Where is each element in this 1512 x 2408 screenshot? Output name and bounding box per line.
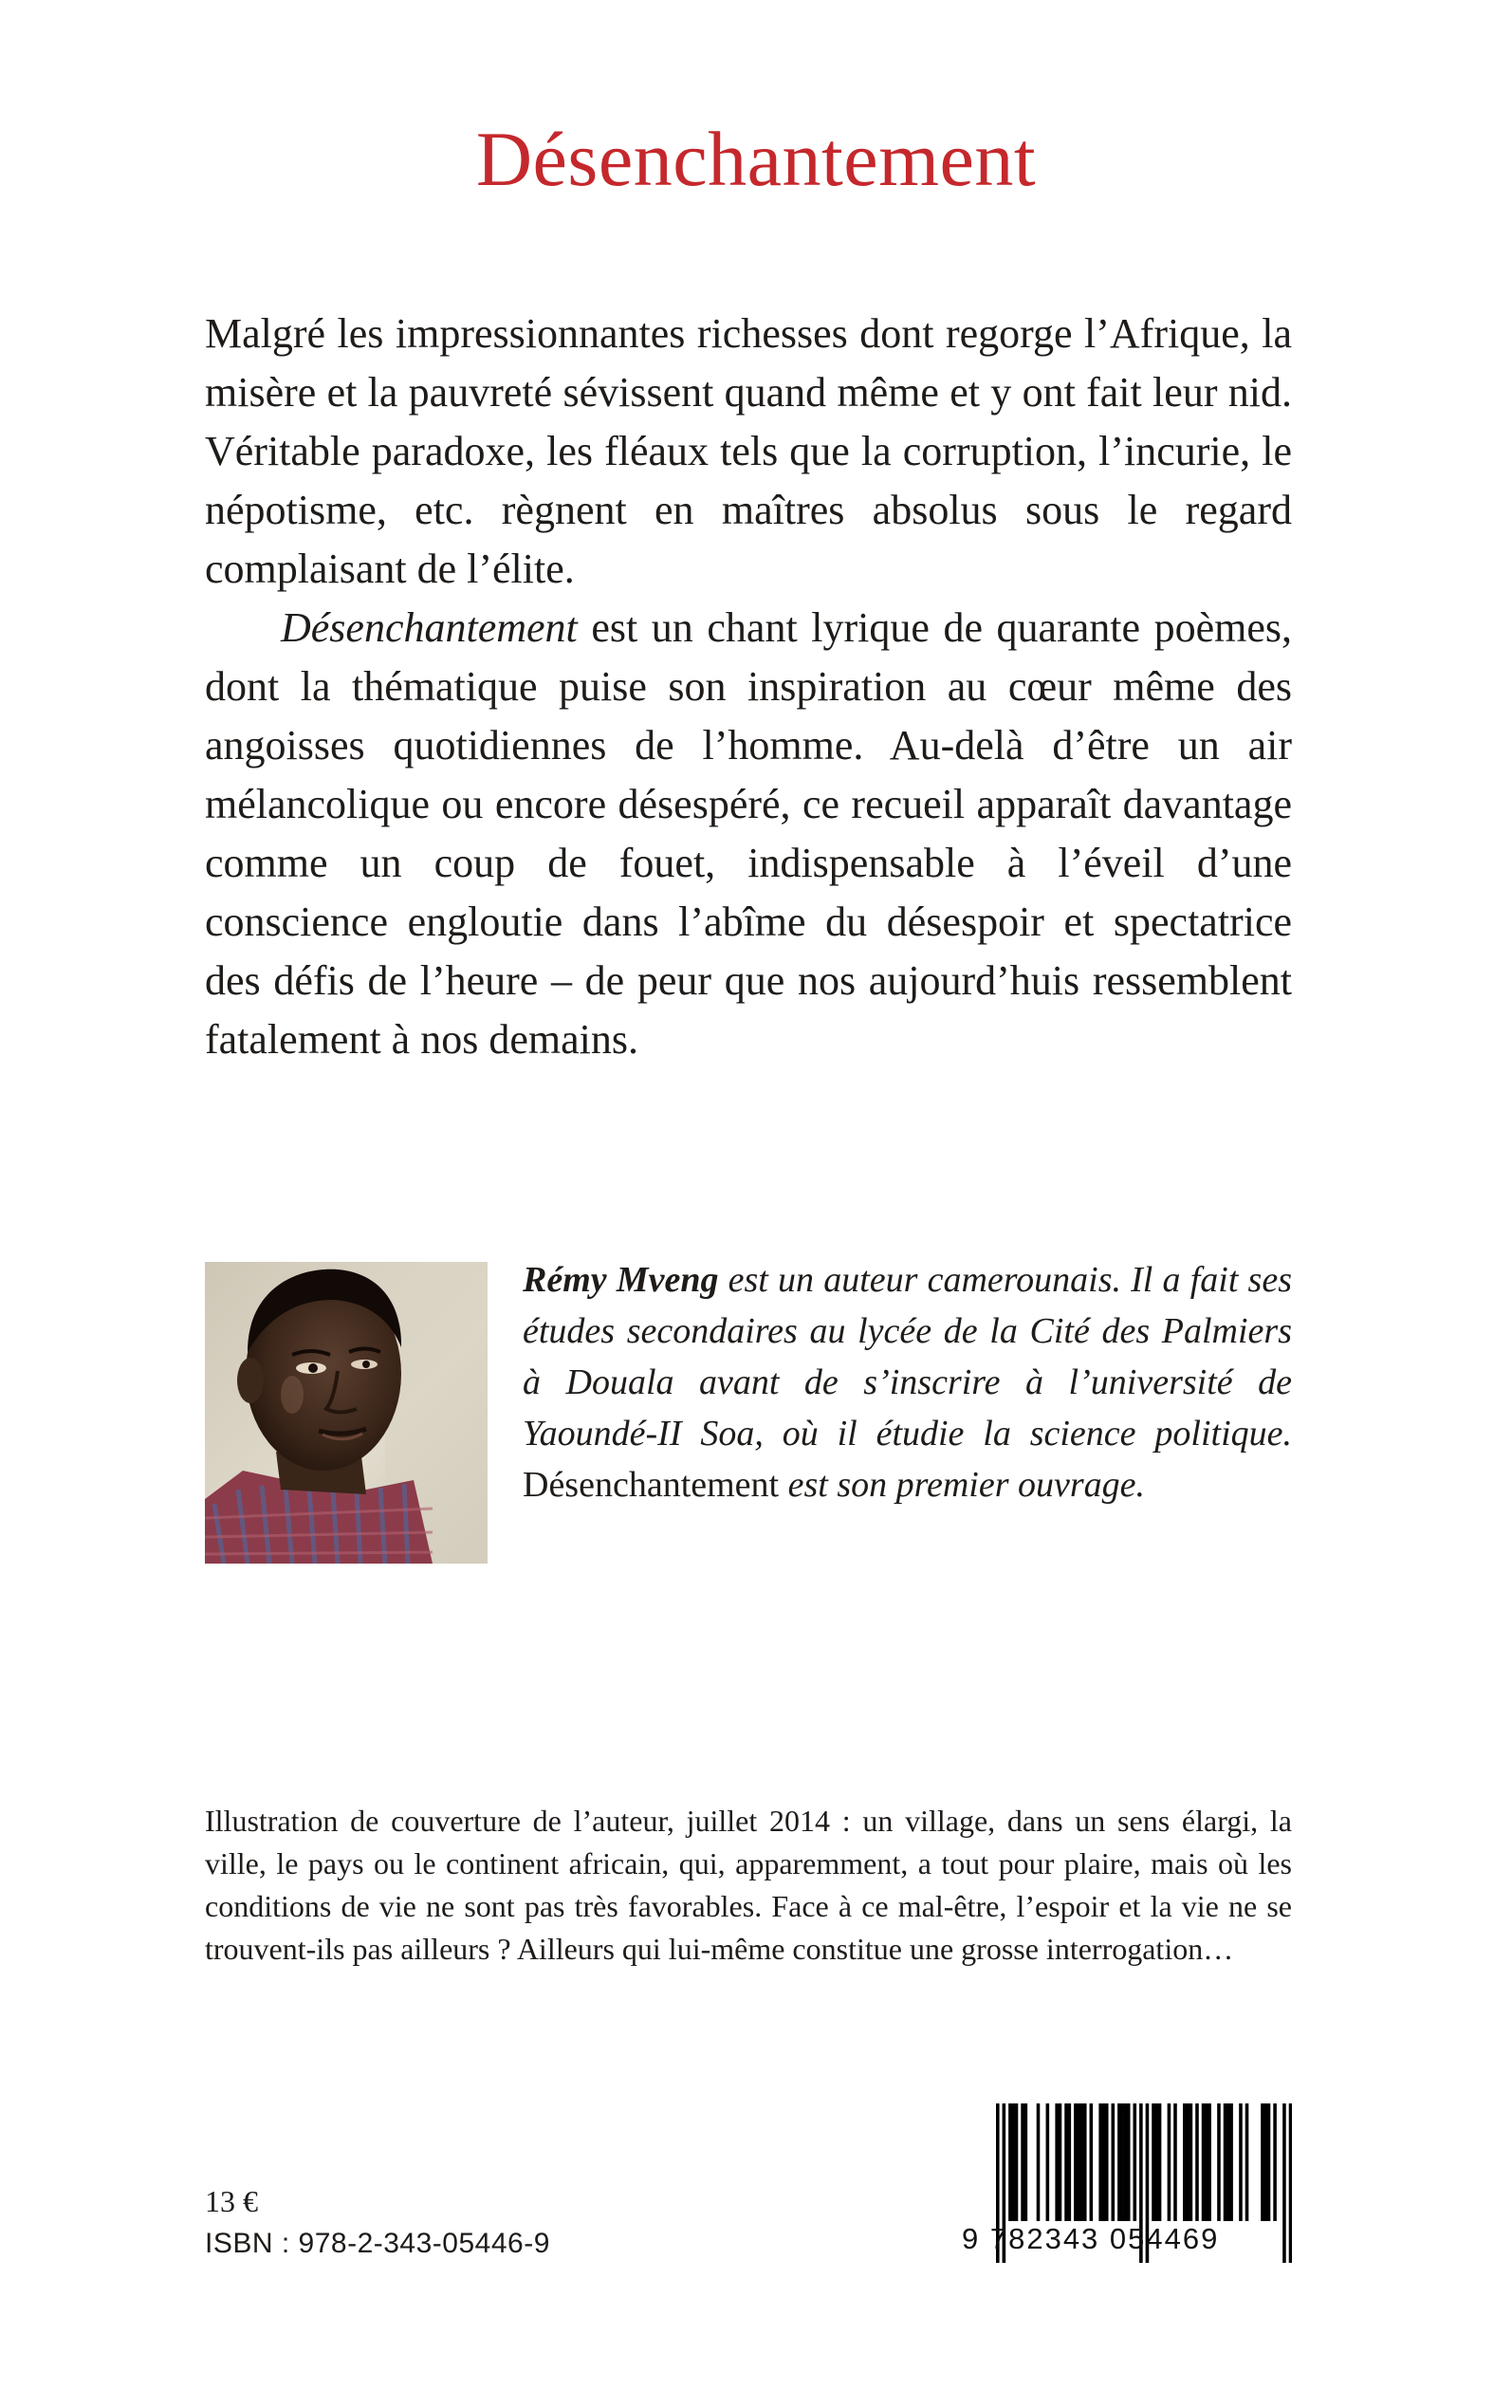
barcode-bar (1173, 2103, 1177, 2221)
barcode-bar (1098, 2103, 1102, 2221)
illustration-note: Illustration de couverture de l’auteur, juillet 2014 : un village, dans un sens élargi, la ville, le pays ou le continent africain, qui, apparemment, a tout pour plaire, mais où les conditions de vie ne sont pas très favorables. Face à ce mal-être, l’espoir et la vie ne se trouvent-ils pas ailleurs ? Ailleurs qui lui-même constitue une grosse interrogation… (205, 1804, 1292, 1966)
barcode-bar (1083, 2103, 1087, 2221)
barcode-bar (1077, 2103, 1080, 2221)
barcode-bar (1024, 2103, 1028, 2221)
barcode-bar (1102, 2103, 1106, 2221)
barcode-bar (1229, 2103, 1233, 2221)
barcode-bar (1261, 2103, 1264, 2221)
author-bio (523, 1254, 1292, 1510)
author-photo (205, 1262, 488, 1564)
barcode-bar (1202, 2103, 1206, 2221)
barcode-bar (1267, 2103, 1271, 2221)
barcode-bar (1154, 2103, 1158, 2221)
barcode-bar (1224, 2103, 1227, 2221)
barcode-digits: 9 782343 054469 (962, 2222, 1220, 2255)
barcode-bar (1011, 2103, 1015, 2221)
synopsis-paragraph-2 (205, 599, 1292, 1069)
barcode-bar (1158, 2103, 1162, 2221)
barcode-bar (1015, 2103, 1019, 2221)
barcode-bar (1186, 2103, 1189, 2221)
barcode-bar (1120, 2103, 1124, 2221)
barcode-bar (1245, 2103, 1249, 2221)
barcode-bar (1134, 2103, 1137, 2221)
barcode-bar (1183, 2103, 1187, 2221)
barcode-bar (1090, 2103, 1094, 2221)
barcode-bar (1080, 2103, 1084, 2221)
author-bio-text-2: est son premier ouvrage. (779, 1465, 1146, 1505)
author-bio-book-title: Désenchantement (523, 1465, 780, 1505)
barcode-bar (1105, 2103, 1109, 2221)
barcode-bar (1117, 2103, 1121, 2221)
barcode-bar (1074, 2103, 1078, 2221)
barcode-bar (1124, 2103, 1128, 2221)
synopsis-book-title: Désenchantement (281, 604, 578, 651)
author-name: Rémy Mveng (523, 1260, 719, 1300)
barcode-bar (1127, 2103, 1131, 2221)
price: 13 € (205, 2184, 258, 2218)
barcode-bar (1273, 2103, 1277, 2221)
barcode-bar (1152, 2103, 1155, 2221)
barcode-bar (1217, 2103, 1221, 2221)
synopsis-paragraph-1: Malgré les impressionnantes richesses dont regorge l’Afrique, la misère et la pauvreté sévissent quand même et y ont fait leur nid. Véritable paradoxe, les fléaux tels que la corruption, l’incurie, le népotisme, etc. règnent en maîtres absolus sous le regard complaisant de l’élite. (205, 310, 1292, 592)
author-bio-text-1: est un auteur camerounais. Il a fait ses études secondaires au lycée de la Cité des Palmiers à Douala avant de s’inscrire à l’université de Yaoundé-II Soa, où il étudie la science politique. (523, 1260, 1292, 1454)
barcode-bar (1226, 2103, 1230, 2221)
book-title: Désenchantement (475, 116, 1037, 202)
barcode-bar (1205, 2103, 1208, 2221)
barcode-bar (1239, 2103, 1243, 2221)
barcode-bar (1263, 2103, 1267, 2221)
barcode-bar (1059, 2103, 1062, 2221)
barcode-bar (1168, 2103, 1171, 2221)
synopsis-paragraph-2-text: est un chant lyrique de quarante poèmes, dont la thématique puise son inspiration au cœur même des angoisses quotidiennes de l’homme. Au-delà d’être un air mélancolique ou encore désespéré, ce recueil apparaît davantage comme un coup de fouet, indispensable à l’éveil d’une conscience engloutie dans l’abîme du désespoir et spectatrice des défis de l’heure – de peur que nos aujourd’huis ressemblent fatalement à nos demains. (205, 604, 1292, 1063)
synopsis (205, 305, 1292, 1069)
barcode-bar (1055, 2103, 1059, 2221)
isbn: ISBN : 978-2-343-05446-9 (205, 2228, 550, 2259)
barcode-bar (1037, 2103, 1041, 2221)
barcode-bar (1046, 2103, 1050, 2221)
barcode-bar (1008, 2103, 1012, 2221)
barcode-bar (1068, 2103, 1072, 2221)
barcode-bar (1208, 2103, 1211, 2221)
barcode-bar (1195, 2103, 1199, 2221)
barcode-bar (1064, 2103, 1068, 2221)
barcode-bar (1189, 2103, 1193, 2221)
barcode-bar (1112, 2103, 1116, 2221)
barcode-bar (1021, 2103, 1024, 2221)
